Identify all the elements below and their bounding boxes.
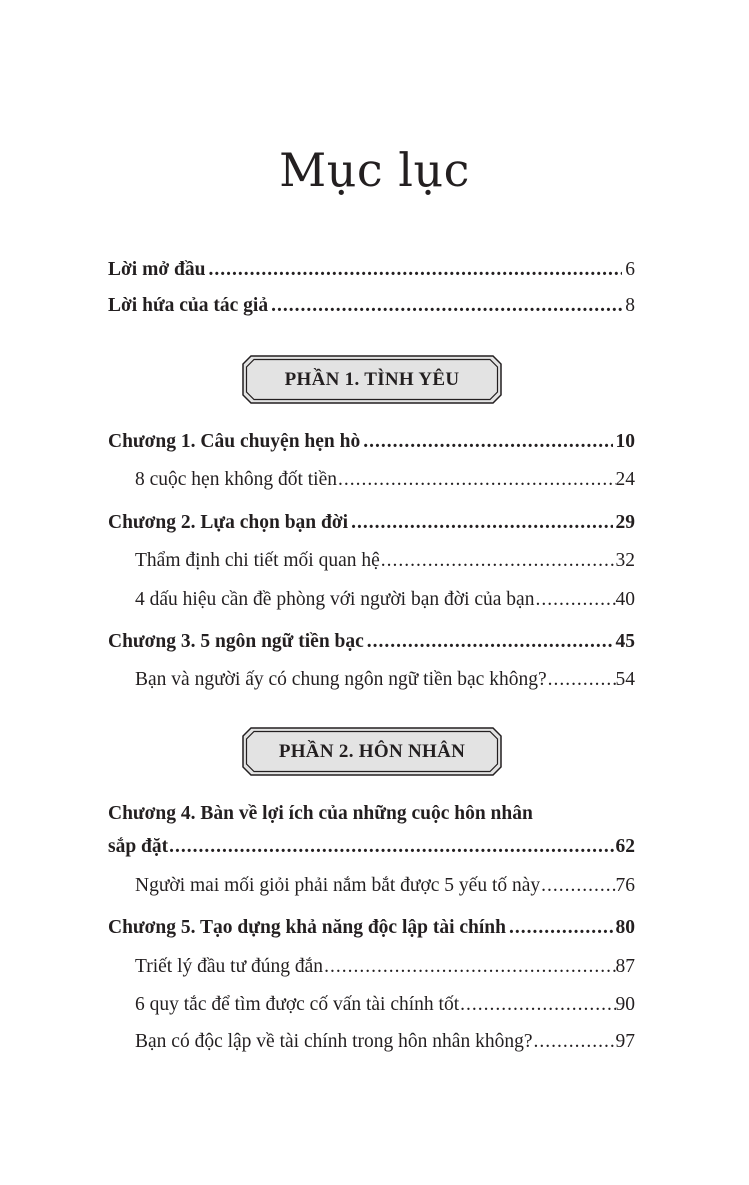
toc-entry-label: Chương 5. Tạo dựng khả năng độc lập tài chính (108, 917, 506, 938)
part-banner-label: PHẦN 2. HÔN NHÂN (278, 740, 466, 762)
toc-entry-label: 8 cuộc hẹn không đốt tiền (135, 469, 337, 490)
toc-section[interactable] (135, 468, 635, 492)
dot-leader (208, 258, 622, 282)
dot-leader (509, 916, 613, 940)
toc-section[interactable] (135, 588, 635, 612)
toc-entry-label: Chương 2. Lựa chọn bạn đời (108, 512, 349, 533)
dot-leader (338, 468, 616, 492)
toc-section[interactable] (135, 993, 635, 1017)
page-title: Mục lục (279, 142, 470, 197)
toc-entry-label: Triết lý đầu tư đúng đắn (135, 956, 324, 977)
toc-chapter-4[interactable] (108, 835, 635, 859)
toc-entry-preface[interactable] (108, 258, 635, 282)
toc-page-number: 24 (615, 469, 635, 490)
dot-leader (271, 294, 622, 318)
toc-page-number: 29 (615, 512, 635, 533)
toc-page-number: 45 (615, 631, 635, 652)
dot-leader (460, 993, 615, 1017)
toc-section[interactable] (135, 668, 635, 692)
toc-entry-label: Bạn có độc lập về tài chính trong hôn nhân không? (135, 1031, 533, 1052)
dot-leader (363, 430, 612, 454)
toc-page-number: 76 (615, 875, 635, 896)
toc-page-number: 54 (615, 669, 635, 690)
part-banner-2 (242, 727, 502, 776)
toc-entry-label: sắp đặt (108, 836, 169, 857)
toc-chapter-4-line1[interactable]: Chương 4. Bàn về lợi ích của những cuộc hôn nhân (108, 803, 533, 824)
toc-entry-label: Người mai mối giỏi phải nắm bắt được 5 yếu tố này (135, 875, 541, 896)
toc-chapter-2[interactable] (108, 511, 635, 535)
dot-leader (541, 874, 615, 898)
toc-page-number: 97 (615, 1031, 635, 1052)
toc-page-number: 90 (615, 994, 635, 1015)
toc-page-number: 32 (615, 550, 635, 571)
toc-page-number: 8 (625, 295, 635, 316)
toc-chapter-5[interactable] (108, 916, 635, 940)
dot-leader (324, 955, 615, 979)
toc-entry-author-promise[interactable] (108, 294, 635, 318)
dot-leader (533, 1030, 615, 1054)
toc-entry-label: Chương 1. Câu chuyện hẹn hò (108, 431, 361, 452)
toc-chapter-1[interactable] (108, 430, 635, 454)
toc-page-number: 10 (615, 431, 635, 452)
toc-entry-label: Lời hứa của tác giả (108, 295, 269, 316)
dot-leader (535, 588, 615, 612)
dot-leader (351, 511, 612, 535)
part-banner-1 (242, 355, 502, 404)
dot-leader (169, 835, 615, 859)
toc-entry-label: Chương 3. 5 ngôn ngữ tiền bạc (108, 631, 364, 652)
toc-section[interactable] (135, 874, 635, 898)
toc-page-number: 6 (625, 259, 635, 280)
toc-page-number: 62 (615, 836, 635, 857)
toc-entry-label: 4 dấu hiệu cần đề phòng với người bạn đời của bạn (135, 589, 535, 610)
part-banner-label: PHẦN 1. TÌNH YÊU (284, 368, 460, 390)
dot-leader (381, 549, 616, 573)
toc-chapter-3[interactable] (108, 630, 635, 654)
dot-leader (548, 668, 616, 692)
toc-page-number: 87 (615, 956, 635, 977)
toc-entry-label: Bạn và người ấy có chung ngôn ngữ tiền bạc không? (135, 669, 547, 690)
toc-entry-label: 6 quy tắc để tìm được cố vấn tài chính tốt (135, 994, 460, 1015)
dot-leader (367, 630, 613, 654)
toc-section[interactable] (135, 955, 635, 979)
toc-page-number: 40 (615, 589, 635, 610)
toc-section[interactable] (135, 549, 635, 573)
toc-page-number: 80 (615, 917, 635, 938)
toc-entry-label: Thẩm định chi tiết mối quan hệ (135, 550, 380, 571)
toc-section[interactable] (135, 1030, 635, 1054)
toc-entry-label: Lời mở đầu (108, 259, 206, 280)
